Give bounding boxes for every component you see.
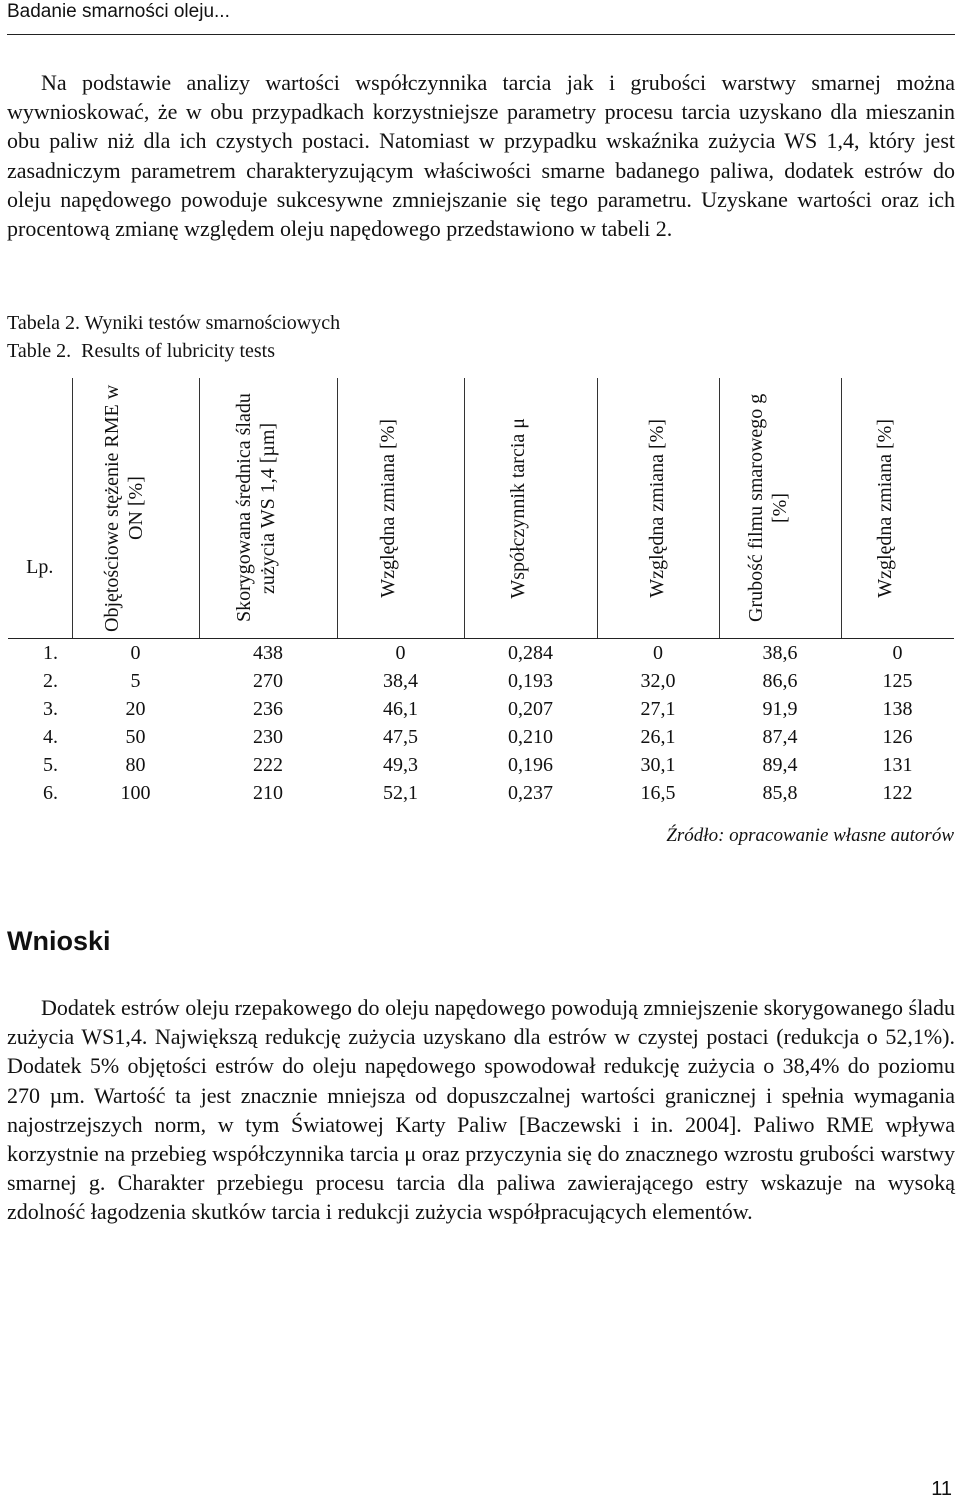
table-row: [8, 667, 954, 695]
table-cell: 0,196: [508, 754, 553, 776]
table-cell: 26,1: [640, 726, 676, 748]
table-cell: 0,237: [508, 782, 553, 804]
table-cell: 32,0: [640, 670, 676, 692]
page-number: 11: [931, 1478, 952, 1500]
table-row: [8, 695, 954, 723]
header-film-thickness-label: Grubość filmu smarowego g [%]: [745, 393, 791, 623]
table-caption-pl: Tabela 2. Wyniki testów smarnościowych: [7, 312, 341, 334]
table-header-row: [8, 378, 954, 639]
table-cell: 87,4: [762, 726, 798, 748]
table-cell: 86,6: [762, 670, 798, 692]
table-row: [8, 723, 954, 751]
table-cell: 100: [120, 782, 151, 804]
table-cell: 0,193: [508, 670, 553, 692]
conclusions-paragraph: [7, 993, 955, 1227]
table-cell: 27,1: [640, 698, 676, 720]
table-row: [8, 751, 954, 779]
table-cell: 0,284: [508, 642, 553, 664]
header-relative-change-1: [337, 378, 464, 639]
table-cell: 236: [253, 698, 283, 720]
table-cell: 1.: [43, 642, 58, 664]
table-cell: 0: [130, 642, 141, 664]
header-wear-diameter: [199, 378, 337, 639]
table-cell: 85,8: [762, 782, 798, 804]
table-cell: 46,1: [383, 698, 418, 720]
header-relative-change-2-label: Względna zmiana [%]: [646, 418, 668, 598]
table-cell: 138: [882, 698, 913, 720]
table-caption-en: Table 2. Results of lubricity tests: [7, 340, 276, 362]
table-row: [8, 639, 954, 668]
table-cell: 16,5: [640, 782, 676, 804]
table-cell: 222: [253, 754, 283, 776]
table-row: [8, 779, 954, 807]
table-cell: 5.: [43, 754, 58, 776]
table-cell: 38,6: [762, 642, 798, 664]
table-cell: 0,207: [508, 698, 553, 720]
table-cell: 438: [253, 642, 283, 664]
table-cell: 5: [130, 670, 141, 692]
header-relative-change-3: [841, 378, 954, 639]
table-cell: 20: [125, 698, 146, 720]
header-wear-diameter-label: Skorygowana średnica śladu zużycia WS 1,4 [µm]: [233, 393, 279, 623]
header-relative-change-2: [597, 378, 719, 639]
table-cell: 47,5: [383, 726, 418, 748]
table-cell: 210: [253, 782, 283, 804]
table-cell: 50: [125, 726, 146, 748]
table-cell: 89,4: [762, 754, 798, 776]
header-relative-change-1-label: Względna zmiana [%]: [376, 418, 399, 598]
header-lp: [8, 378, 72, 639]
lubricity-results-table: [8, 378, 954, 807]
conclusions-paragraph-text: Dodatek estrów oleju rzepakowego do oleju napędowego powodują zmniejszenie skorygowanego śladu zużycia WS1,4. Największą redukcję zużycia uzyskano dla estrów w czystej postaci (redukcja o 52,1%). Dodatek 5% objętości estrów do oleju napędowego spowodował redukcję zużycia o 38,4% do poziomu 270 µm. Wartość ta jest znacznie mniejsza od dopuszczalnej wartości granicznej i spełnia wymagania najostrzejszych norm, w tym Światowej Karty Paliw [Baczewski i in. 2004]. Paliwo RME wpływa korzystnie na przebieg współczynnika tarcia μ oraz przyczynia się do znacznego wzrostu grubości warstwy smarnej g. Charakter przebiegu procesu tarcia dla paliwa zawierającego estry wskazuje na wysoką zdolność łagodzenia skutków tarcia i redukcji zużycia współpracujących elementów.: [7, 995, 955, 1225]
table-cell: 3.: [43, 698, 58, 720]
header-rule: [7, 34, 955, 35]
table-source-note: Źródło: opracowanie własne autorów: [666, 825, 954, 846]
table-cell: 0: [395, 642, 406, 664]
table-cell: 230: [253, 726, 283, 748]
table-cell: 38,4: [383, 670, 418, 692]
intro-paragraph: [7, 68, 955, 243]
table-cell: 30,1: [640, 754, 676, 776]
table-cell: 0: [892, 642, 903, 664]
header-relative-change-3-label: Względna zmiana [%]: [873, 418, 896, 598]
header-concentration: [72, 378, 199, 639]
table-cell: 270: [253, 670, 283, 692]
header-lp-label: Lp.: [26, 555, 54, 578]
table-cell: 0,210: [508, 726, 553, 748]
table-cell: 4.: [43, 726, 58, 748]
table-cell: 2.: [43, 670, 58, 692]
table-cell: 49,3: [383, 754, 418, 776]
conclusions-heading: Wnioski: [7, 926, 111, 956]
table-cell: 126: [882, 726, 913, 748]
table-cell: 122: [882, 782, 913, 804]
table-cell: 91,9: [762, 698, 798, 720]
table-cell: 0: [653, 642, 663, 664]
header-friction-coefficient: [464, 378, 597, 639]
table-cell: 52,1: [383, 782, 418, 804]
header-friction-coefficient-label: Współczynnik tarcia μ: [506, 417, 529, 599]
table-cell: 131: [882, 754, 913, 776]
header-concentration-label: Objętościowe stężenie RME w ON [%]: [100, 384, 147, 632]
header-film-thickness: [719, 378, 841, 639]
table-cell: 125: [882, 670, 913, 692]
running-header: Badanie smarności oleju...: [7, 1, 230, 22]
table-cell: 6.: [43, 782, 58, 804]
table-cell: 80: [125, 754, 146, 776]
intro-paragraph-text: Na podstawie analizy wartości współczynnika tarcia jak i grubości warstwy smarnej można wywnioskować, że w obu przypadkach korzystniejsze parametry procesu tarcia uzyskano dla mieszanin obu paliw niż dla ich czystych postaci. Natomiast w przypadku wskaźnika zużycia WS 1,4, który jest zasadniczym parametrem charakteryzującym właściwości smarne badanego paliwa, dodatek estrów do oleju napędowego powoduje sukcesywne zmniejszanie się tego parametru. Uzyskane wartości oraz ich procentową zmianę względem oleju napędowego przedstawiono w tabeli 2.: [7, 70, 955, 242]
